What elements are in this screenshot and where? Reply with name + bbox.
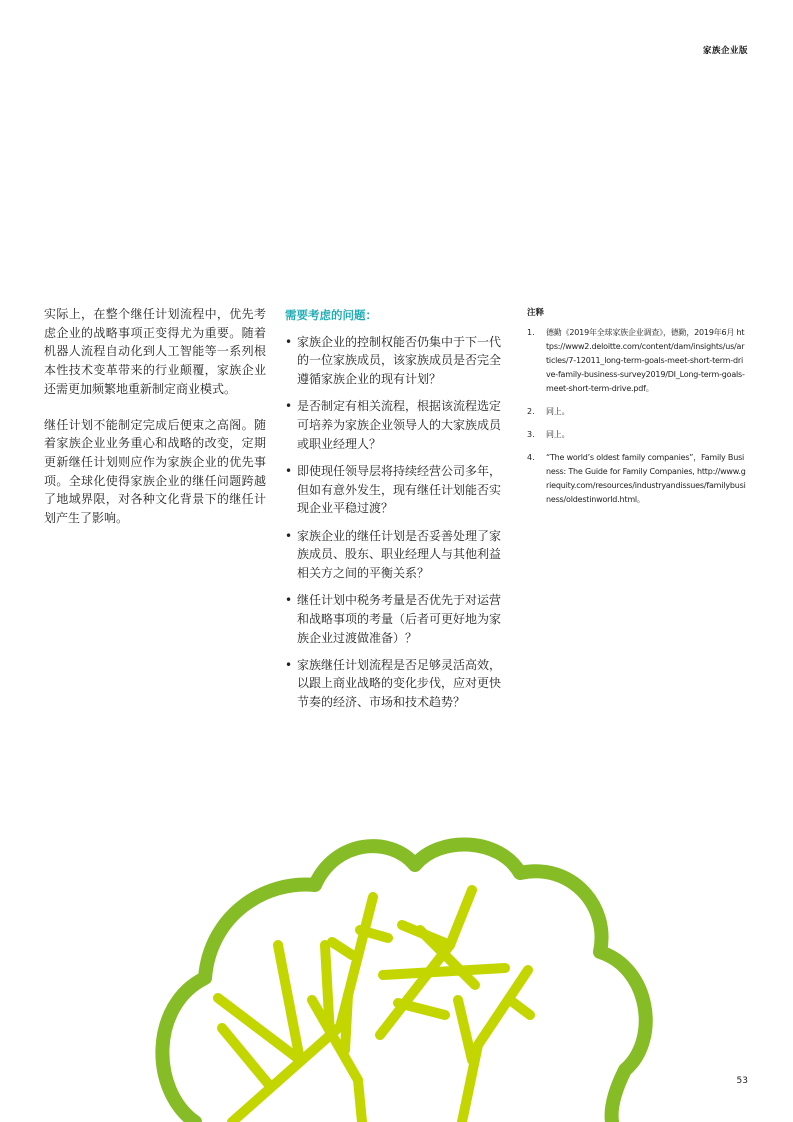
header-title: 家族企业版	[702, 46, 748, 56]
note-text: “The world’s oldest family companies”，Family Business: The Guide for Family Companies, http://www.griequity.com/resources/industryandissues/familybusiness/oldestinworld.html。	[546, 453, 746, 504]
notes-column	[527, 306, 747, 516]
question-text: 家族企业的继任计划是否妥善处理了家族成员、股东、职业经理人与其他利益相关方之间的平衡关系？	[297, 528, 502, 580]
question-item-5	[285, 591, 505, 647]
question-text: 继任计划中税务考量是否优先于对运营和战略事项的考量（后者可更好地为家族企业过渡做准备）？	[297, 593, 502, 645]
branch	[458, 1000, 472, 1060]
note-text: 德勤《2019年全球家族企业调查》，德勤，2019年6月 https://www2.deloitte.com/content/dam/insights/us/articles/7-12011_long-term-goals-meet-short-term-drive-family-business-survey2019/DI_Long-term-goals-meet-short-term-drive.pdf。	[546, 328, 745, 393]
branch	[383, 968, 505, 975]
questions-heading: 需要考虑的问题：	[285, 308, 377, 322]
bullet-icon: •	[285, 593, 293, 608]
questions-column	[285, 306, 505, 720]
body-paragraph-2: 继任计划不能制定完成后便束之高阁。随着家族企业业务重心和战略的改变，定期更新继任计划则应作为家族企业的优先事项。全球化使得家族企业的继任问题跨越了地域界限，对各种文化背景下的继任计划产生了影响。	[44, 417, 266, 526]
question-item-4	[285, 527, 505, 583]
branch	[278, 945, 300, 1060]
question-text: 即使现任领导层将持续经营公司多年，但如有意外发生，现有继任计划能否实现企业平稳过渡？	[297, 463, 502, 516]
question-item-6	[285, 656, 505, 712]
branch	[232, 1022, 345, 1122]
note-item-4	[527, 451, 747, 507]
branch	[380, 945, 450, 1035]
bullet-icon: •	[285, 399, 293, 414]
page-number: 53	[736, 1076, 748, 1086]
branch	[360, 930, 388, 938]
note-item-1	[527, 326, 747, 396]
note-item-3	[527, 428, 747, 442]
note-number: 4.	[527, 453, 535, 462]
bullet-icon: •	[285, 334, 293, 349]
body-paragraph-1: 实际上，在整个继任计划流程中，优先考虑企业的战略事项正变得尤为重要。随着机器人流程自动化到人工智能等一系列根本性技术变革带来的行业颠覆，家族企业还需更加频繁地重新制定商业模式。	[44, 307, 266, 396]
branch	[450, 890, 472, 945]
bullet-icon: •	[285, 528, 293, 543]
questions-list	[285, 333, 505, 712]
tree-outline	[162, 844, 645, 1122]
note-number: 2.	[527, 407, 535, 416]
branch	[332, 942, 352, 955]
bullet-icon: •	[285, 463, 293, 478]
branch	[420, 930, 475, 985]
branch	[402, 925, 450, 945]
branch	[345, 995, 348, 1050]
note-number: 3.	[527, 430, 535, 439]
bullet-icon: •	[285, 657, 293, 672]
branch	[510, 1000, 530, 1015]
branch	[222, 1028, 270, 1086]
branch	[312, 1000, 362, 1122]
question-item-2	[285, 397, 505, 453]
body-text-column	[44, 305, 266, 545]
branch	[218, 998, 300, 1060]
note-text: 同上。	[546, 430, 570, 439]
note-number: 1.	[527, 328, 535, 337]
question-text: 家族企业的控制权能否仍集中于下一代的一位家族成员，该家族成员是否完全遵循家族企业的现有计划？	[297, 334, 502, 387]
notes-heading: 注释	[527, 308, 545, 318]
branch	[340, 897, 373, 1027]
note-item-2	[527, 405, 747, 419]
branch	[325, 945, 330, 1035]
branch	[398, 1003, 445, 1015]
branch	[462, 970, 528, 1122]
note-text: 同上。	[546, 407, 570, 416]
question-text: 家族继任计划流程是否足够灵活高效，以跟上商业战略的变化步伐，应对更快节奏的经济、市场和技术趋势？	[297, 657, 502, 710]
question-text: 是否制定有相关流程，根据该流程选定可培养为家族企业领导人的大家族成员或职业经理人？	[297, 399, 502, 451]
question-item-3	[285, 462, 505, 518]
tree-branches	[218, 890, 530, 1122]
question-item-1	[285, 333, 505, 389]
